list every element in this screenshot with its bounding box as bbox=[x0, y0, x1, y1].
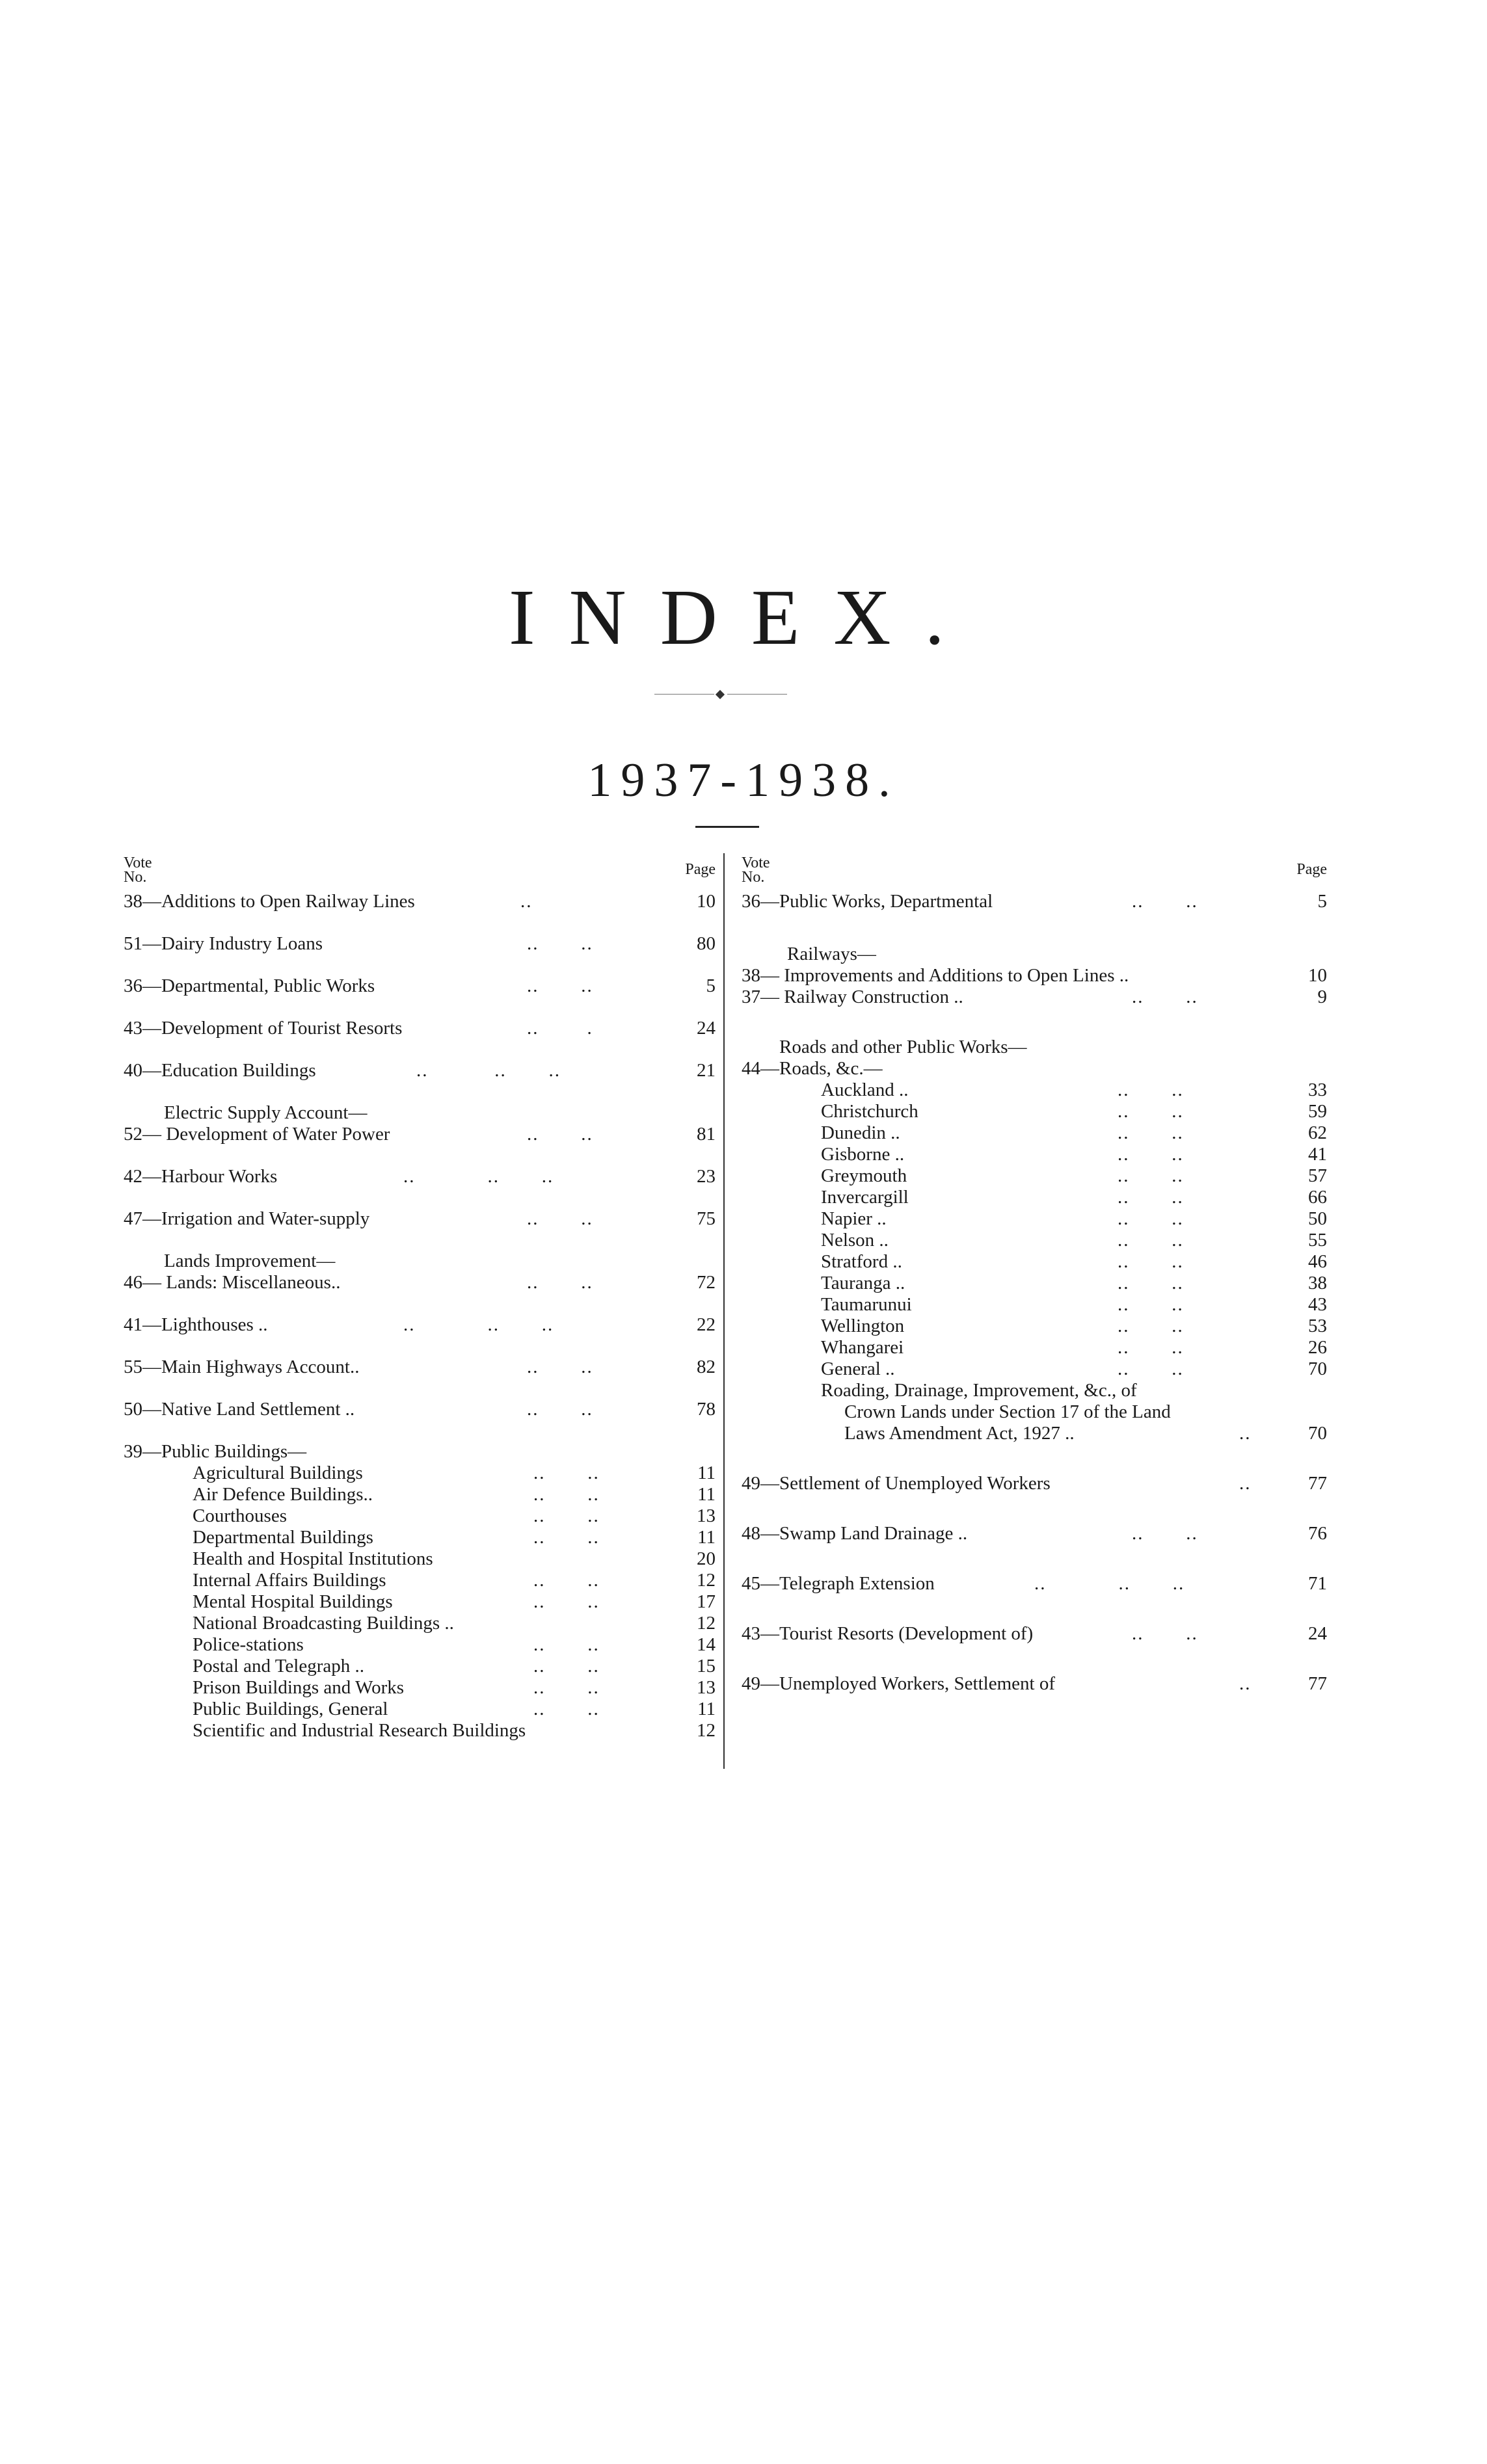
list-item: Courthouses .. .. 13 bbox=[193, 1505, 716, 1526]
list-item: Gisborne .. .. .. 41 bbox=[821, 1144, 1327, 1165]
index-entry: 38— Improvements and Additions to Open Lines .. 10 bbox=[742, 965, 1327, 986]
list-item: Greymouth .. .. 57 bbox=[821, 1165, 1327, 1186]
list-item: Health and Hospital Institutions 20 bbox=[193, 1548, 716, 1569]
list-item: Dunedin .. .. .. 62 bbox=[821, 1122, 1327, 1143]
list-item: Air Defence Buildings.. .. .. 11 bbox=[193, 1484, 716, 1505]
list-item: Napier .. .. .. 50 bbox=[821, 1208, 1327, 1229]
list-item: Police-stations .. .. 14 bbox=[193, 1634, 716, 1655]
index-entry: Roading, Drainage, Improvement, &c., of bbox=[821, 1380, 1137, 1401]
index-entry: 47—Irrigation and Water-supply .. .. 75 bbox=[124, 1208, 716, 1229]
column-divider bbox=[723, 853, 725, 1769]
index-entry: 42—Harbour Works .. .. .. 23 bbox=[124, 1166, 716, 1187]
left-column bbox=[124, 852, 716, 1742]
index-entry: 41—Lighthouses .. .. .. .. 22 bbox=[124, 1314, 716, 1335]
list-item: Christchurch .. .. 59 bbox=[821, 1101, 1327, 1122]
list-item: Departmental Buildings .. .. 11 bbox=[193, 1527, 716, 1548]
title-rule bbox=[695, 826, 759, 828]
list-item: Scientific and Industrial Research Buildings 12 bbox=[193, 1720, 716, 1741]
section-heading: 39—Public Buildings— bbox=[124, 1441, 307, 1462]
public-buildings-list bbox=[124, 1463, 716, 1742]
section-heading: Railways— bbox=[787, 944, 876, 964]
list-item: Stratford .. .. .. 46 bbox=[821, 1251, 1327, 1272]
index-entry: 50—Native Land Settlement .. .. .. 78 bbox=[124, 1399, 716, 1420]
index-entry: 43—Development of Tourist Resorts .. . 24 bbox=[124, 1018, 716, 1039]
section-heading: 44—Roads, &c.— bbox=[742, 1058, 883, 1079]
index-entry: 49—Settlement of Unemployed Workers .. 77 bbox=[742, 1473, 1327, 1494]
index-entry: 37— Railway Construction .. .. .. 9 bbox=[742, 987, 1327, 1007]
index-entry: 36—Departmental, Public Works .. .. 5 bbox=[124, 975, 716, 996]
list-item: Tauranga .. .. .. 38 bbox=[821, 1273, 1327, 1293]
ornament-divider bbox=[654, 691, 787, 698]
left-header bbox=[124, 852, 716, 891]
index-entry: 40—Education Buildings .. .. .. 21 bbox=[124, 1060, 716, 1081]
index-entry: 51—Dairy Industry Loans .. .. 80 bbox=[124, 933, 716, 954]
page-label: Page bbox=[1296, 861, 1327, 878]
index-entry: 43—Tourist Resorts (Development of) .. .. 24 bbox=[742, 1623, 1327, 1644]
list-item: Auckland .. .. .. 33 bbox=[821, 1080, 1327, 1100]
page-label: Page bbox=[685, 861, 716, 878]
list-item: Public Buildings, General .. .. 11 bbox=[193, 1699, 716, 1719]
list-item: Wellington .. .. 53 bbox=[821, 1316, 1327, 1336]
section-heading: Lands Improvement— bbox=[164, 1251, 336, 1271]
list-item: Agricultural Buildings .. .. 11 bbox=[193, 1463, 716, 1483]
index-entry: 45—Telegraph Extension .. .. .. 71 bbox=[742, 1573, 1327, 1594]
list-item: Internal Affairs Buildings .. .. 12 bbox=[193, 1570, 716, 1591]
list-item: Taumarunui .. .. 43 bbox=[821, 1294, 1327, 1315]
index-entry: Laws Amendment Act, 1927 .. .. 70 bbox=[844, 1423, 1327, 1444]
year-heading: 1937-1938. bbox=[587, 754, 900, 807]
section-heading: Roads and other Public Works— bbox=[779, 1037, 1027, 1057]
section-heading: Electric Supply Account— bbox=[164, 1102, 368, 1123]
roads-towns-list bbox=[742, 1080, 1327, 1380]
index-entry: 36—Public Works, Departmental .. .. 5 bbox=[742, 891, 1327, 912]
list-item: National Broadcasting Buildings .. 12 bbox=[193, 1613, 716, 1634]
list-item: Postal and Telegraph .. .. .. 15 bbox=[193, 1656, 716, 1676]
index-entry: Crown Lands under Section 17 of the Land bbox=[844, 1401, 1171, 1422]
list-item: Prison Buildings and Works .. .. 13 bbox=[193, 1677, 716, 1698]
index-entry: 52— Development of Water Power .. .. 81 bbox=[124, 1124, 716, 1145]
list-item: General .. .. .. 70 bbox=[821, 1358, 1327, 1379]
index-entry: 46— Lands: Miscellaneous.. .. .. 72 bbox=[124, 1272, 716, 1293]
vote-label: Vote bbox=[124, 854, 152, 871]
list-item: Mental Hospital Buildings .. .. 17 bbox=[193, 1591, 716, 1612]
list-item: Whangarei .. .. 26 bbox=[821, 1337, 1327, 1358]
index-entry: 55—Main Highways Account.. .. .. 82 bbox=[124, 1357, 716, 1377]
index-entry: 49—Unemployed Workers, Settlement of .. 77 bbox=[742, 1673, 1327, 1694]
no-label: No. bbox=[742, 869, 765, 886]
index-entry: 38—Additions to Open Railway Lines .. 10 bbox=[124, 891, 716, 912]
list-item: Nelson .. .. .. 55 bbox=[821, 1230, 1327, 1251]
list-item: Invercargill .. .. 66 bbox=[821, 1187, 1327, 1208]
right-header bbox=[742, 852, 1327, 891]
no-label: No. bbox=[124, 869, 147, 886]
index-title: INDEX. bbox=[509, 574, 978, 661]
right-column bbox=[742, 852, 1327, 1695]
index-entry: 48—Swamp Land Drainage .. .. .. 76 bbox=[742, 1523, 1327, 1544]
vote-label: Vote bbox=[742, 854, 770, 871]
